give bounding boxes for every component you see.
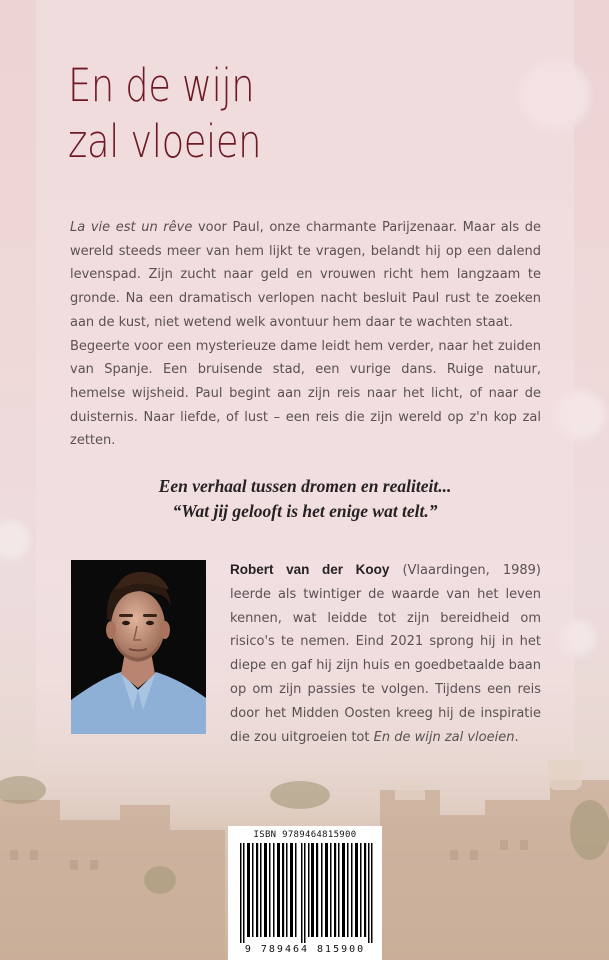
barcode-digits: 9 789464 815900: [244, 944, 366, 955]
author-name: Robert van der Kooy: [230, 562, 390, 577]
title-line-2: zal vloeien: [68, 115, 262, 168]
author-bio-end: .: [514, 729, 519, 745]
isbn-label: ISBN 9789464815900: [253, 830, 357, 840]
book-title: [68, 58, 314, 170]
blurb-paragraph-2: Begeerte voor een mysterieuze dame leidt hem verder, naar het zuiden van Spanje. Een bruisende stad, een vurige dans. Ruige natuur, hemelse wijsheid. Paul begint aan zijn reis naar het licht, of naar de duisternis. Naar liefde, of lust – een reis die zijn wereld op z'n kop zal zetten.: [70, 338, 541, 449]
blurb-paragraph-1-text: voor Paul, onze charmante Parijzenaar. Maar als de wereld steeds meer van hem lijkt te vragen, belandt hij op een dalend levenspad. Zijn zucht naar geld en vrouwen richt hem langzaam te gronde. Na een dramatisch verlopen nacht besluit Paul rust te zoeken aan de kust, niet wetend welk avontuur hem daar te wachten staat.: [70, 220, 541, 330]
title-line-1: En de wijn: [68, 59, 255, 112]
author-bio-text: (Vlaardingen, 1989) leerde als twintiger de waarde van het leven kennen, wat leidde tot zijn bereidheid om risico's te nemen. Eind 2021 sprong hij in het diepe en gaf hij zijn huis en goedbetaalde baan op om zijn passies te volgen. Tijdens een reis door het Midden Oosten kreeg hij de inspiratie die zou uitgroeien tot: [230, 563, 541, 745]
author-photo: [71, 560, 206, 734]
book-blurb: [70, 216, 541, 453]
blurb-italic-phrase: La vie est un rêve: [70, 220, 193, 235]
author-bio-book-title: En de wijn zal vloeien: [373, 729, 515, 745]
tagline-line-2: “Wat jij gelooft is het enige wat telt.”: [172, 501, 438, 521]
isbn-barcode: [228, 826, 382, 960]
barcode-bars: [236, 843, 376, 943]
blurb-paragraph-1: [70, 216, 541, 335]
author-bio: [230, 558, 541, 749]
tagline-line-1: Een verhaal tussen dromen en realiteit...: [158, 476, 452, 496]
